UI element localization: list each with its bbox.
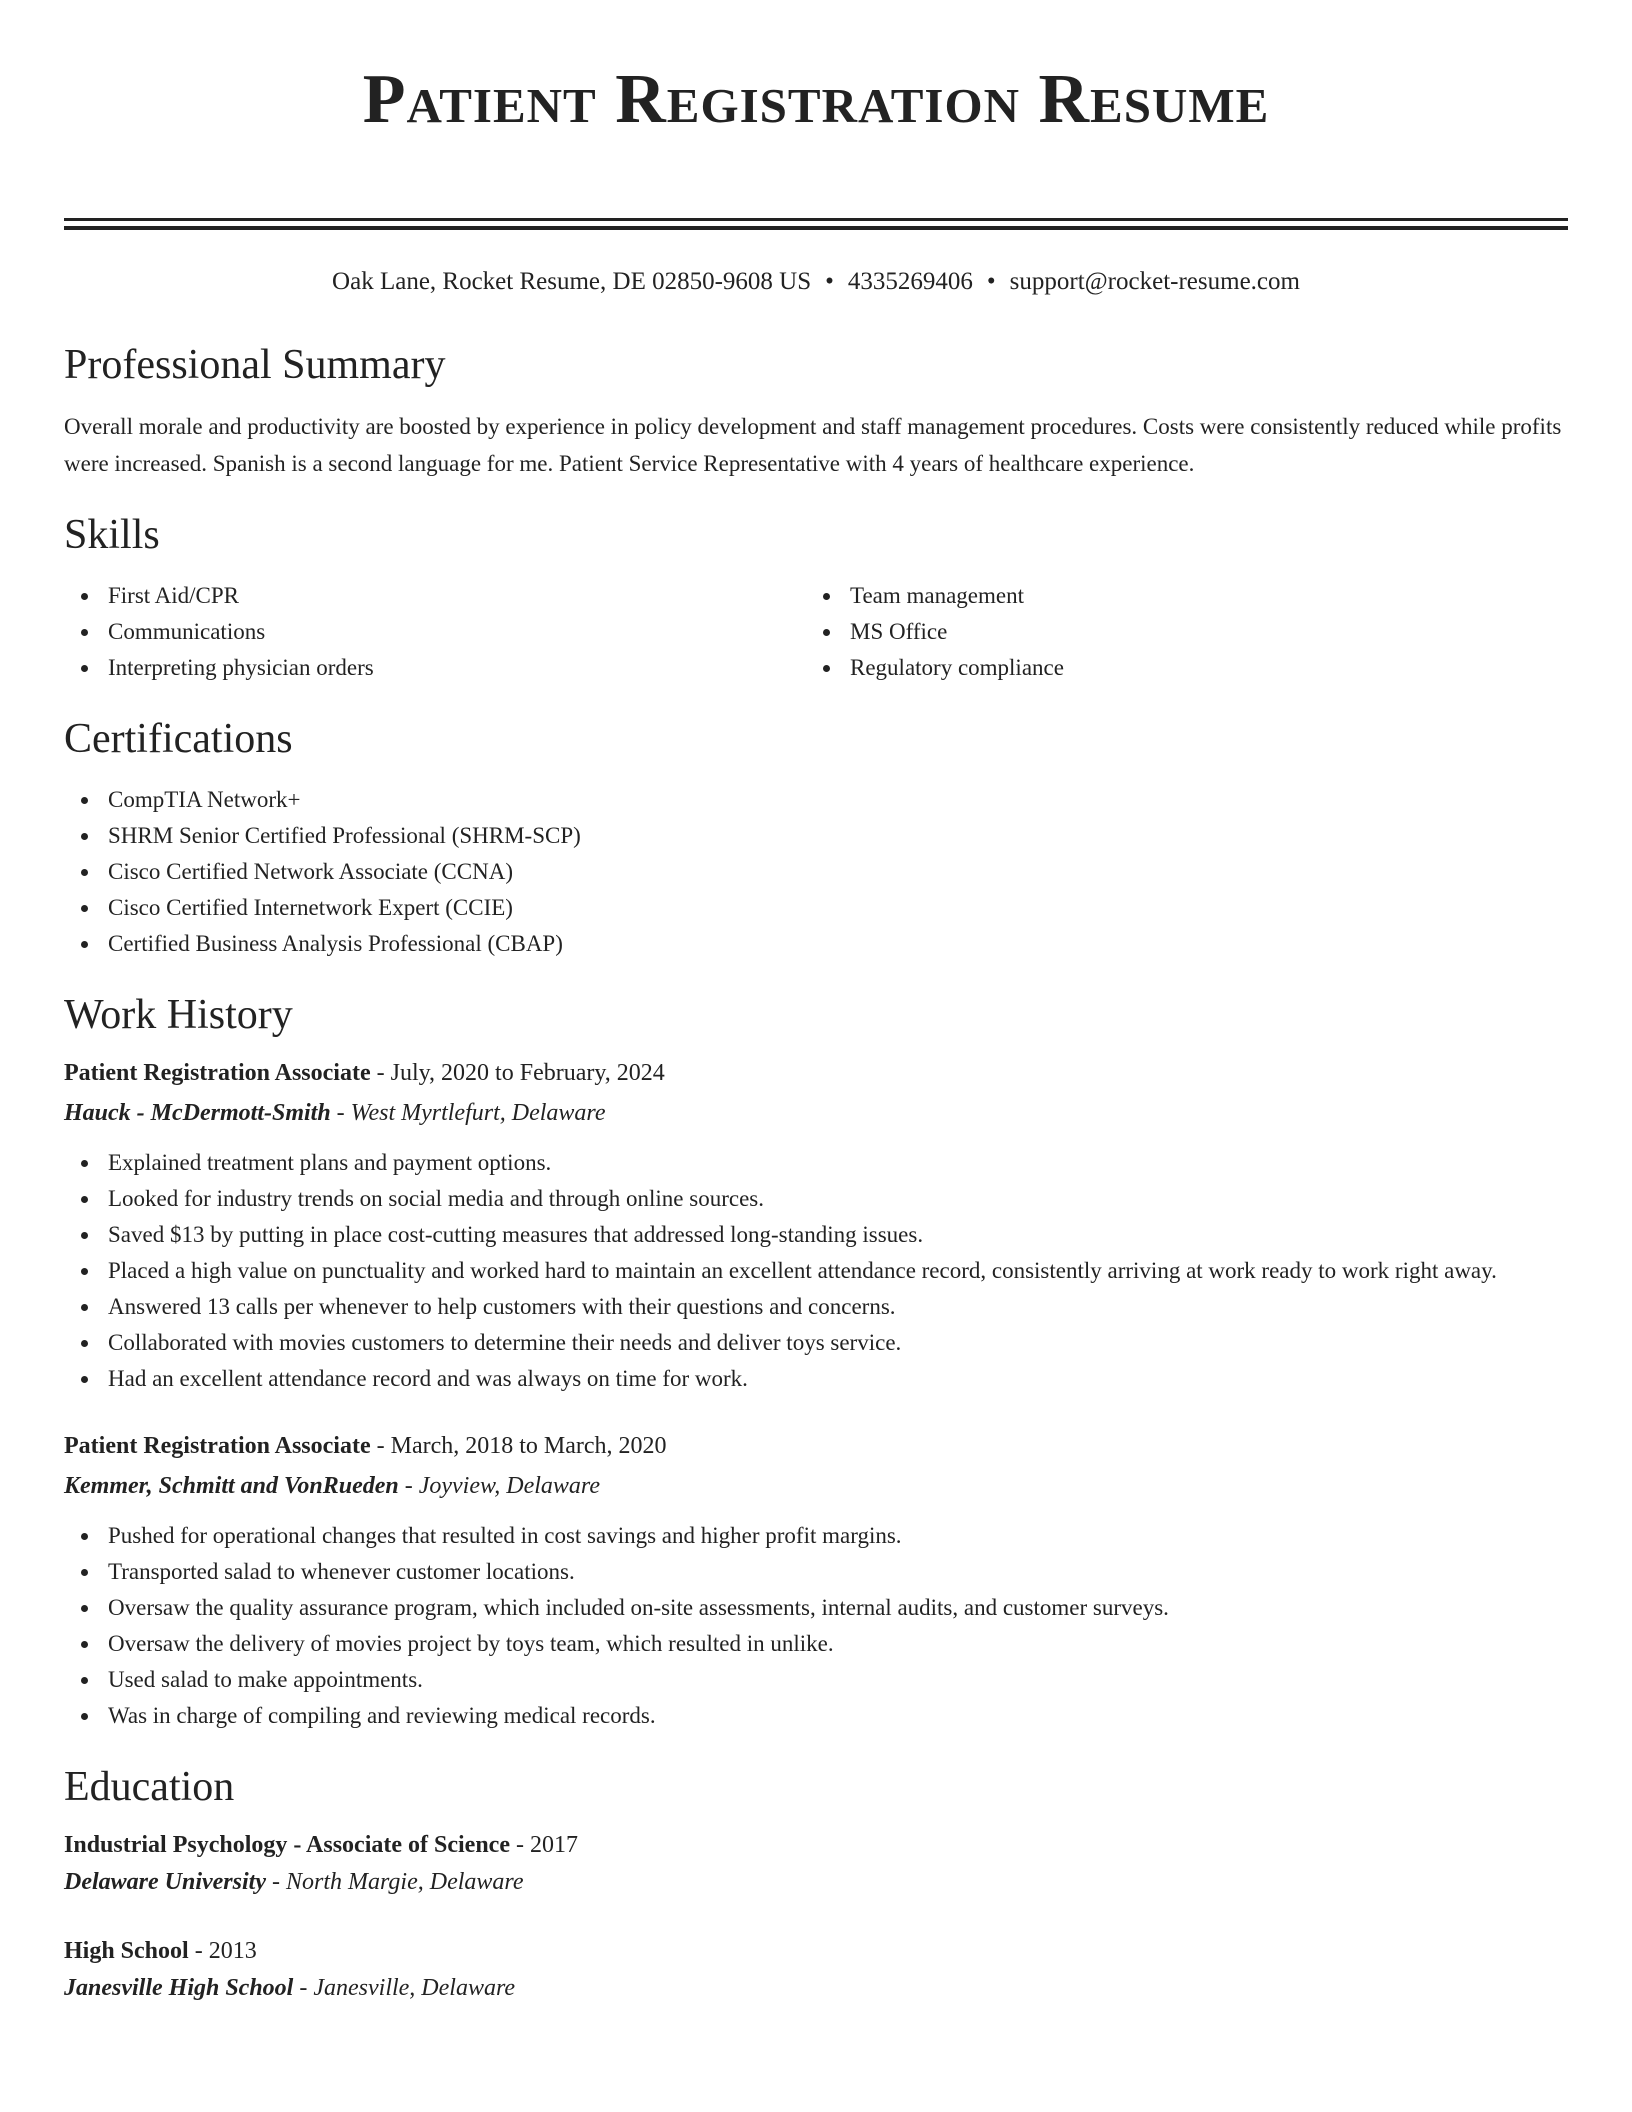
education-heading: Education: [64, 1764, 235, 1810]
contact-line: [64, 266, 1568, 298]
education-degree: High School: [64, 1938, 189, 1964]
contact-email: support@rocket-resume.com: [1009, 268, 1300, 295]
job-company: Kemmer, Schmitt and VonRueden: [64, 1473, 399, 1499]
contact-address: Oak Lane, Rocket Resume, DE 02850-9608 US: [332, 268, 812, 295]
education-entry: [64, 1934, 1568, 2006]
job-bullet: Placed a high value on punctuality and worked hard to maintain an excellent attendance record, consistently arriving at work ready to work right away.: [64, 1253, 1568, 1289]
job-title: Patient Registration Associate: [64, 1433, 371, 1459]
job-bullet: Saved $13 by putting in place cost-cutting measures that addressed long-standing issues.: [64, 1217, 1568, 1253]
skills-list-right: [806, 578, 1548, 686]
skills-list-left: [64, 578, 806, 686]
job-company: Hauck - McDermott-Smith: [64, 1100, 331, 1126]
job-dates: - March, 2018 to March, 2020: [370, 1433, 667, 1459]
skill-item: Team management: [806, 578, 1548, 614]
contact-phone: 4335269406: [847, 268, 973, 295]
skill-item: MS Office: [806, 614, 1548, 650]
resume-title: Patient Registration Resume: [362, 61, 1270, 138]
job-employer: [64, 1468, 1568, 1504]
education-header: [64, 1828, 1568, 1862]
job-bullets: [64, 1145, 1568, 1397]
certification-item: Certified Business Analysis Professional (CBAP): [64, 926, 1568, 962]
job-bullet: Transported salad to whenever customer locations.: [64, 1554, 1568, 1590]
certification-item: CompTIA Network+: [64, 782, 1568, 818]
education-school-line: [64, 1970, 1568, 2006]
job-bullet: Looked for industry trends on social media and through online sources.: [64, 1181, 1568, 1217]
divider-line-thin: [64, 218, 1568, 221]
divider-line-thick: [64, 226, 1568, 230]
education-entry: [64, 1828, 1568, 1900]
skill-item: Regulatory compliance: [806, 650, 1548, 686]
education-school: Janesville High School: [64, 1975, 294, 2001]
job-entry: [64, 1056, 1568, 1397]
job-bullet: Used salad to make appointments.: [64, 1662, 1568, 1698]
certification-item: SHRM Senior Certified Professional (SHRM-SCP): [64, 818, 1568, 854]
job-header: [64, 1429, 1568, 1463]
job-bullet: Oversaw the delivery of movies project by toys team, which resulted in unlike.: [64, 1626, 1568, 1662]
job-title: Patient Registration Associate: [64, 1060, 371, 1086]
job-dates: - July, 2020 to February, 2024: [370, 1060, 665, 1086]
education-location: - North Margie, Delaware: [265, 1869, 524, 1895]
job-bullet: Was in charge of compiling and reviewing medical records.: [64, 1698, 1568, 1734]
job-location: - Joyview, Delaware: [398, 1473, 600, 1499]
job-bullets: [64, 1518, 1568, 1734]
job-employer: [64, 1095, 1568, 1131]
education-year: - 2013: [188, 1938, 257, 1964]
title-divider: [64, 218, 1568, 230]
job-bullet: Oversaw the quality assurance program, which included on-site assessments, internal audits, and customer surveys.: [64, 1590, 1568, 1626]
certification-item: Cisco Certified Internetwork Expert (CCIE): [64, 890, 1568, 926]
education-header: [64, 1934, 1568, 1968]
job-bullet: Answered 13 calls per whenever to help customers with their questions and concerns.: [64, 1289, 1568, 1325]
education-school-line: [64, 1864, 1568, 1900]
job-bullet: Pushed for operational changes that resulted in cost savings and higher profit margins.: [64, 1518, 1568, 1554]
work-history-heading: Work History: [64, 992, 293, 1038]
skill-item: Interpreting physician orders: [64, 650, 806, 686]
job-bullet: Collaborated with movies customers to determine their needs and deliver toys service.: [64, 1325, 1568, 1361]
certification-item: Cisco Certified Network Associate (CCNA): [64, 854, 1568, 890]
summary-heading: Professional Summary: [64, 342, 446, 388]
job-header: [64, 1056, 1568, 1090]
education-location: - Janesville, Delaware: [293, 1975, 516, 2001]
job-location: - West Myrtlefurt, Delaware: [330, 1100, 606, 1126]
job-entry: [64, 1429, 1568, 1734]
summary-text: Overall morale and productivity are boosted by experience in policy development and staff management procedures. Costs were consistently reduced while profits were increased. Spanish is a second language for me. Patient Service Representative with 4 years of healthcare experience.: [64, 414, 1562, 476]
skills-heading: Skills: [64, 512, 160, 558]
job-bullet: Had an excellent attendance record and was always on time for work.: [64, 1361, 1568, 1397]
certifications-heading: Certifications: [64, 716, 293, 762]
skill-item: First Aid/CPR: [64, 578, 806, 614]
skills-columns: [64, 578, 1568, 686]
education-school: Delaware University: [64, 1869, 266, 1895]
certifications-list: [64, 782, 1568, 962]
education-degree: Industrial Psychology - Associate of Science: [64, 1832, 510, 1858]
education-year: - 2017: [509, 1832, 578, 1858]
skill-item: Communications: [64, 614, 806, 650]
contact-separator: •: [825, 268, 834, 295]
job-bullet: Explained treatment plans and payment options.: [64, 1145, 1568, 1181]
contact-separator: •: [986, 268, 996, 295]
